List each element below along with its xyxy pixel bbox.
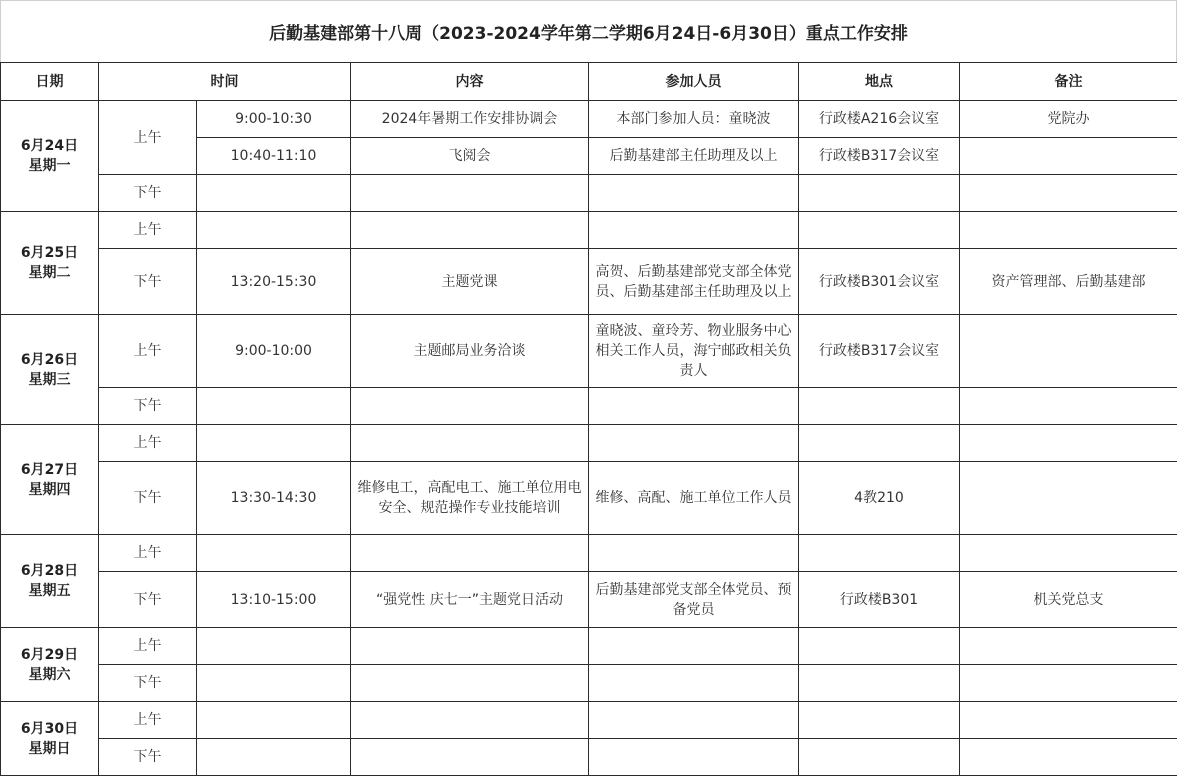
content-cell: 维修电工，高配电工、施工单位用电安全、规范操作专业技能培训	[351, 462, 589, 535]
weekday-label: 星期五	[28, 583, 71, 599]
remarks-cell: 党院办	[960, 101, 1177, 138]
table-row	[1, 665, 1177, 702]
column-header-location: 地点	[799, 63, 960, 101]
date-cell	[1, 425, 99, 535]
table-row	[1, 425, 1177, 462]
participants-cell	[589, 212, 799, 249]
schedule-table	[0, 62, 1177, 776]
time-cell	[197, 702, 351, 739]
period-cell: 上午	[99, 628, 197, 665]
location-cell	[799, 628, 960, 665]
time-cell	[197, 388, 351, 425]
period-cell: 上午	[99, 101, 197, 175]
content-cell	[351, 628, 589, 665]
participants-cell: 本部门参加人员：童晓波	[589, 101, 799, 138]
remarks-cell	[960, 702, 1177, 739]
remarks-cell	[960, 212, 1177, 249]
participants-cell	[589, 628, 799, 665]
weekday-label: 星期一	[28, 158, 71, 174]
remarks-cell	[960, 175, 1177, 212]
participants-cell: 童晓波、童玲芳、物业服务中心相关工作人员，海宁邮政相关负责人	[589, 315, 799, 388]
remarks-cell: 资产管理部、后勤基建部	[960, 249, 1177, 315]
table-row	[1, 628, 1177, 665]
weekday-label: 星期四	[28, 481, 71, 498]
weekday-label: 星期六	[28, 666, 71, 683]
date-cell	[1, 628, 99, 702]
column-header-time: 时间	[99, 63, 351, 101]
participants-cell	[589, 175, 799, 212]
content-cell	[351, 535, 589, 572]
table-row	[1, 175, 1177, 212]
remarks-cell	[960, 628, 1177, 665]
participants-cell: 后勤基建部主任助理及以上	[589, 138, 799, 175]
time-cell	[197, 535, 351, 572]
remarks-cell	[960, 425, 1177, 462]
page-title: 后勤基建部第十八周（2023-2024学年第二学期6月24日-6月30日）重点工作安排	[0, 0, 1177, 62]
time-cell	[197, 628, 351, 665]
header-row	[1, 63, 1177, 101]
time-cell	[197, 665, 351, 702]
weekday-label: 星期日	[28, 740, 71, 757]
participants-cell	[589, 535, 799, 572]
participants-cell	[589, 388, 799, 425]
participants-cell: 后勤基建部党支部全体党员、预备党员	[589, 572, 799, 628]
location-cell: 行政楼B301	[799, 572, 960, 628]
content-cell: “强党性 庆七一”主题党日活动	[351, 572, 589, 628]
date-label: 6月24日	[20, 138, 79, 154]
content-cell	[351, 212, 589, 249]
location-cell: 行政楼B317会议室	[799, 315, 960, 388]
remarks-cell	[960, 138, 1177, 175]
weekday-label: 星期二	[28, 265, 71, 281]
time-cell	[197, 212, 351, 249]
table-row	[1, 572, 1177, 628]
time-cell: 9:00-10:00	[197, 315, 351, 388]
period-cell: 上午	[99, 212, 197, 249]
time-cell: 13:20-15:30	[197, 249, 351, 315]
location-cell: 行政楼B317会议室	[799, 138, 960, 175]
date-label: 6月28日	[20, 563, 79, 579]
participants-cell: 维修、高配、施工单位工作人员	[589, 462, 799, 535]
location-cell	[799, 175, 960, 212]
content-cell: 飞阅会	[351, 138, 589, 175]
remarks-cell	[960, 739, 1177, 776]
period-cell: 下午	[99, 462, 197, 535]
location-cell	[799, 212, 960, 249]
content-cell	[351, 175, 589, 212]
date-label: 6月27日	[20, 461, 79, 478]
period-cell: 上午	[99, 315, 197, 388]
content-cell	[351, 702, 589, 739]
date-cell	[1, 315, 99, 425]
table-row	[1, 212, 1177, 249]
participants-cell	[589, 425, 799, 462]
location-cell	[799, 388, 960, 425]
period-cell: 下午	[99, 572, 197, 628]
date-label: 6月26日	[20, 351, 79, 368]
column-header-participants: 参加人员	[589, 63, 799, 101]
period-cell: 下午	[99, 739, 197, 776]
table-row	[1, 702, 1177, 739]
participants-cell: 高贺、后勤基建部党支部全体党员、后勤基建部主任助理及以上	[589, 249, 799, 315]
date-label: 6月30日	[20, 720, 79, 737]
content-cell	[351, 388, 589, 425]
remarks-cell	[960, 535, 1177, 572]
participants-cell	[589, 665, 799, 702]
participants-cell	[589, 702, 799, 739]
time-cell: 13:10-15:00	[197, 572, 351, 628]
date-cell	[1, 535, 99, 628]
date-label: 6月29日	[20, 646, 79, 663]
content-cell: 主题党课	[351, 249, 589, 315]
table-row	[1, 462, 1177, 535]
remarks-cell	[960, 665, 1177, 702]
remarks-cell	[960, 462, 1177, 535]
date-label: 6月25日	[20, 245, 79, 261]
table-row	[1, 388, 1177, 425]
location-cell	[799, 425, 960, 462]
location-cell: 4教210	[799, 462, 960, 535]
period-cell: 上午	[99, 535, 197, 572]
table-row	[1, 739, 1177, 776]
location-cell	[799, 535, 960, 572]
table-row	[1, 249, 1177, 315]
location-cell: 行政楼A216会议室	[799, 101, 960, 138]
period-cell: 下午	[99, 665, 197, 702]
table-row	[1, 315, 1177, 388]
remarks-cell	[960, 388, 1177, 425]
period-cell: 下午	[99, 388, 197, 425]
period-cell: 上午	[99, 702, 197, 739]
date-cell	[1, 702, 99, 776]
time-cell	[197, 425, 351, 462]
weekday-label: 星期三	[28, 371, 71, 388]
content-cell	[351, 425, 589, 462]
table-row	[1, 535, 1177, 572]
participants-cell	[589, 739, 799, 776]
time-cell	[197, 739, 351, 776]
column-header-content: 内容	[351, 63, 589, 101]
date-cell	[1, 101, 99, 212]
location-cell	[799, 665, 960, 702]
time-cell: 10:40-11:10	[197, 138, 351, 175]
remarks-cell: 机关党总支	[960, 572, 1177, 628]
remarks-cell	[960, 315, 1177, 388]
content-cell	[351, 739, 589, 776]
column-header-remarks: 备注	[960, 63, 1177, 101]
content-cell: 主题邮局业务洽谈	[351, 315, 589, 388]
time-cell	[197, 175, 351, 212]
period-cell: 下午	[99, 249, 197, 315]
column-header-date: 日期	[1, 63, 99, 101]
date-cell	[1, 212, 99, 315]
time-cell: 13:30-14:30	[197, 462, 351, 535]
location-cell	[799, 702, 960, 739]
content-cell: 2024年暑期工作安排协调会	[351, 101, 589, 138]
location-cell	[799, 739, 960, 776]
table-row	[1, 101, 1177, 138]
period-cell: 下午	[99, 175, 197, 212]
content-cell	[351, 665, 589, 702]
period-cell: 上午	[99, 425, 197, 462]
location-cell: 行政楼B301会议室	[799, 249, 960, 315]
time-cell: 9:00-10:30	[197, 101, 351, 138]
